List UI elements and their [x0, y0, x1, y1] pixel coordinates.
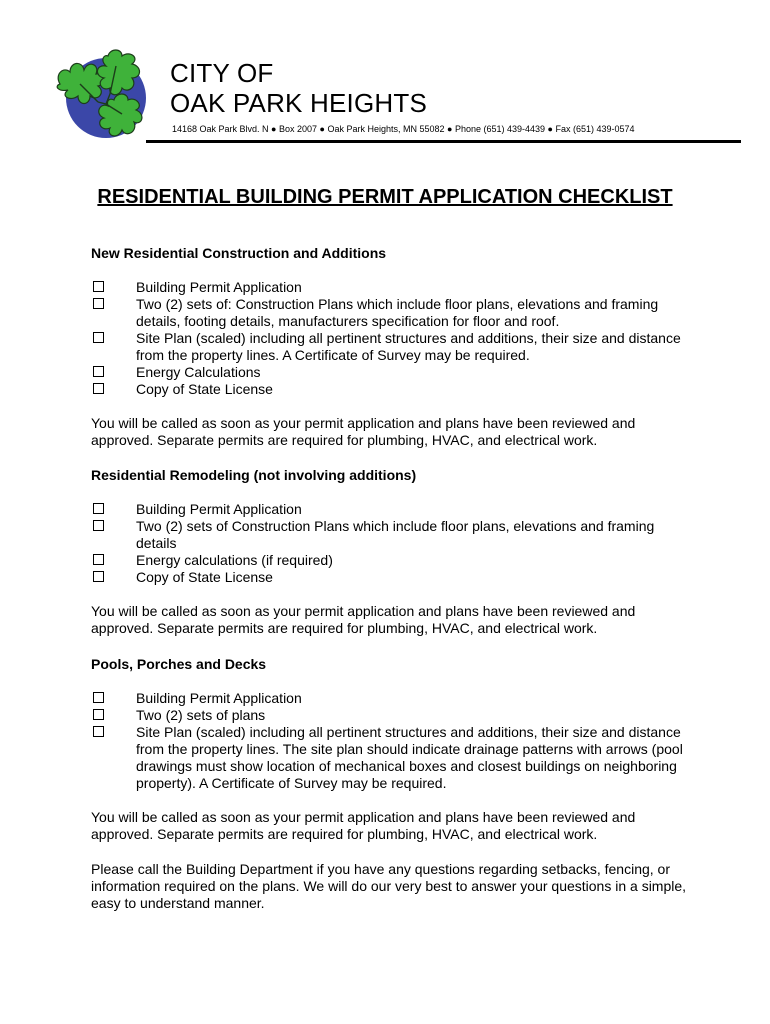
city-name-line1: CITY OF: [170, 58, 274, 88]
checklist-item: [91, 518, 691, 552]
checklist-item-label: Energy calculations (if required): [136, 552, 333, 568]
checklist-item-label: Site Plan (scaled) including all pertinent structures and additions, their size and distance from the property lines. A Certificate of Survey may be required.: [136, 330, 681, 363]
checklist-item-label: Copy of State License: [136, 381, 273, 397]
checklist-item: [91, 569, 691, 586]
page-title: RESIDENTIAL BUILDING PERMIT APPLICATION CHECKLIST: [97, 186, 673, 208]
checkbox[interactable]: [93, 383, 104, 394]
section-heading: New Residential Construction and Additions: [91, 245, 387, 261]
checklist-item-label: Building Permit Application: [136, 690, 302, 706]
checklist-item-label: Copy of State License: [136, 569, 273, 585]
checklist-item-label: Energy Calculations: [136, 364, 261, 380]
checkbox[interactable]: [93, 332, 104, 343]
closing-paragraph: Please call the Building Department if you have any questions regarding setbacks, fencing, or information required on the plans. We will do our very best to answer your questions in a simple, easy to understand manner.: [91, 861, 687, 911]
checkbox[interactable]: [93, 366, 104, 377]
checklist-item-label: Building Permit Application: [136, 501, 302, 517]
section-pools-porches-decks: [91, 656, 691, 843]
checkbox[interactable]: [93, 298, 104, 309]
section-note: You will be called as soon as your permit application and plans have been reviewed and approved. Separate permits are required for plumbing, HVAC, and electrical work.: [91, 809, 636, 842]
checklist-item: [91, 364, 691, 381]
checklist-item-label: Two (2) sets of: Construction Plans which include floor plans, elevations and framing details, footing details, manufacturers specification for floor and roof.: [136, 296, 659, 329]
checkbox[interactable]: [93, 709, 104, 720]
checkbox[interactable]: [93, 571, 104, 582]
checklist: [91, 690, 691, 792]
address-line: 14168 Oak Park Blvd. N ● Box 2007 ● Oak Park Heights, MN 55082 ● Phone (651) 439-4439 ● Fax (651) 439-0574: [172, 124, 635, 134]
city-name-line2: OAK PARK HEIGHTS: [170, 88, 427, 118]
checklist-item: [91, 690, 691, 707]
section-note: You will be called as soon as your permit application and plans have been reviewed and approved. Separate permits are required for plumbing, HVAC, and electrical work.: [91, 415, 636, 448]
checklist-item: [91, 724, 691, 792]
checklist-item: [91, 279, 691, 296]
checklist-item: [91, 296, 691, 330]
checkbox[interactable]: [93, 520, 104, 531]
checklist: [91, 279, 691, 398]
oak-leaf-logo-icon: [50, 44, 160, 148]
city-name: [170, 58, 427, 118]
checklist-item: [91, 330, 691, 364]
section-remodeling: [91, 467, 691, 637]
section-new-construction: [91, 245, 691, 449]
checklist-item: [91, 381, 691, 398]
checkbox[interactable]: [93, 503, 104, 514]
section-note: You will be called as soon as your permit application and plans have been reviewed and approved. Separate permits are required for plumbing, HVAC, and electrical work.: [91, 603, 636, 636]
letterhead: [50, 44, 695, 148]
checklist-item: [91, 552, 691, 569]
checklist: [91, 501, 691, 586]
checklist-item-label: Two (2) sets of Construction Plans which include floor plans, elevations and framing details: [136, 518, 655, 551]
checkbox[interactable]: [93, 281, 104, 292]
checkbox[interactable]: [93, 692, 104, 703]
section-heading: Residential Remodeling (not involving additions): [91, 467, 417, 483]
checkbox[interactable]: [93, 726, 104, 737]
checklist-item-label: Site Plan (scaled) including all pertinent structures and additions, their size and distance from the property lines. The site plan should indicate drainage patterns with arrows (pool drawings must show location of mechanical boxes and closest buildings on neighboring property). A Certificate of Survey may be required.: [136, 724, 683, 791]
checklist-item-label: Two (2) sets of plans: [136, 707, 266, 723]
checklist-item: [91, 707, 691, 724]
letterhead-rule: [146, 140, 741, 143]
checklist-item: [91, 501, 691, 518]
checklist-item-label: Building Permit Application: [136, 279, 302, 295]
checkbox[interactable]: [93, 554, 104, 565]
section-heading: Pools, Porches and Decks: [91, 656, 267, 672]
